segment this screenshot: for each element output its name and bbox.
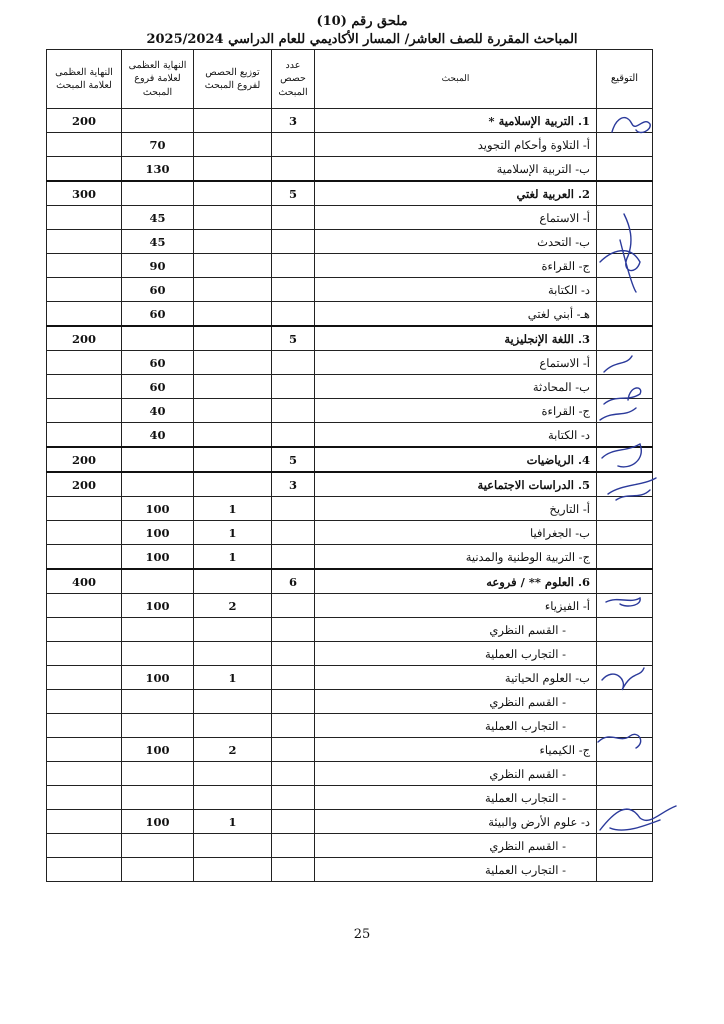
signature-cell bbox=[597, 545, 653, 570]
periods-cell bbox=[272, 423, 315, 448]
branch-max-cell: 60 bbox=[122, 278, 194, 302]
periods-cell bbox=[272, 834, 315, 858]
signature-cell bbox=[597, 738, 653, 762]
subject-max-cell: 200 bbox=[47, 447, 122, 472]
subject-max-cell bbox=[47, 690, 122, 714]
signature-cell bbox=[597, 302, 653, 327]
distribution-cell bbox=[194, 786, 272, 810]
header-signature: التوقيع bbox=[597, 50, 653, 109]
distribution-cell bbox=[194, 157, 272, 182]
signature-cell bbox=[597, 399, 653, 423]
signature-cell bbox=[597, 206, 653, 230]
signature-cell bbox=[597, 858, 653, 882]
subject-max-cell bbox=[47, 521, 122, 545]
branch-max-cell: 40 bbox=[122, 399, 194, 423]
subject-cell: أ- الفيزياء bbox=[315, 594, 597, 618]
branch-max-cell: 90 bbox=[122, 254, 194, 278]
branch-max-cell: 45 bbox=[122, 206, 194, 230]
table-body bbox=[47, 109, 653, 882]
periods-cell bbox=[272, 399, 315, 423]
branch-row bbox=[47, 521, 653, 545]
header-subject-max: النهاية العظمى لعلامة المبحث bbox=[47, 50, 122, 109]
distribution-cell bbox=[194, 618, 272, 642]
distribution-cell bbox=[194, 858, 272, 882]
subject-max-cell bbox=[47, 157, 122, 182]
branch-row bbox=[47, 375, 653, 399]
subject-max-cell: 400 bbox=[47, 569, 122, 594]
branch-max-cell: 100 bbox=[122, 521, 194, 545]
signature-cell bbox=[597, 230, 653, 254]
subject-max-cell bbox=[47, 302, 122, 327]
periods-cell bbox=[272, 157, 315, 182]
branch-row bbox=[47, 497, 653, 521]
branch-row bbox=[47, 714, 653, 738]
distribution-cell bbox=[194, 399, 272, 423]
periods-cell: 5 bbox=[272, 447, 315, 472]
branch-max-cell: 130 bbox=[122, 157, 194, 182]
signature-cell bbox=[597, 810, 653, 834]
distribution-cell: 2 bbox=[194, 594, 272, 618]
distribution-cell bbox=[194, 254, 272, 278]
subject-max-cell bbox=[47, 545, 122, 570]
subject-max-cell bbox=[47, 423, 122, 448]
periods-cell: 5 bbox=[272, 181, 315, 206]
header-periods: عدد حصص المبحث bbox=[272, 50, 315, 109]
periods-cell bbox=[272, 497, 315, 521]
branch-max-cell bbox=[122, 618, 194, 642]
periods-cell bbox=[272, 666, 315, 690]
branch-max-cell: 100 bbox=[122, 497, 194, 521]
branch-max-cell bbox=[122, 762, 194, 786]
branch-row bbox=[47, 399, 653, 423]
distribution-cell bbox=[194, 351, 272, 375]
subject-cell: 6. العلوم ** / فروعه bbox=[315, 569, 597, 594]
subject-cell: 2. العربية لغتي bbox=[315, 181, 597, 206]
signature-cell bbox=[597, 472, 653, 497]
periods-cell bbox=[272, 810, 315, 834]
distribution-cell bbox=[194, 714, 272, 738]
periods-cell bbox=[272, 230, 315, 254]
branch-row bbox=[47, 545, 653, 570]
page-number: 25 bbox=[353, 927, 371, 942]
distribution-cell bbox=[194, 642, 272, 666]
signature-cell bbox=[597, 618, 653, 642]
periods-cell bbox=[272, 278, 315, 302]
distribution-cell: 1 bbox=[194, 497, 272, 521]
subject-cell: - التجارب العملية bbox=[315, 786, 597, 810]
subject-max-cell bbox=[47, 351, 122, 375]
subject-max-cell bbox=[47, 642, 122, 666]
branch-max-cell: 100 bbox=[122, 545, 194, 570]
subject-max-cell bbox=[47, 762, 122, 786]
subject-cell: 4. الرياضيات bbox=[315, 447, 597, 472]
branch-max-cell: 100 bbox=[122, 810, 194, 834]
subject-cell: 5. الدراسات الاجتماعية bbox=[315, 472, 597, 497]
subject-cell: أ- التلاوة وأحكام التجويد bbox=[315, 133, 597, 157]
subject-cell: - التجارب العملية bbox=[315, 858, 597, 882]
periods-cell bbox=[272, 690, 315, 714]
periods-cell bbox=[272, 762, 315, 786]
periods-cell bbox=[272, 714, 315, 738]
subject-max-cell bbox=[47, 594, 122, 618]
periods-cell: 5 bbox=[272, 326, 315, 351]
signature-cell bbox=[597, 642, 653, 666]
subject-max-cell bbox=[47, 254, 122, 278]
signature-cell bbox=[597, 326, 653, 351]
signature-cell bbox=[597, 109, 653, 133]
subject-cell: أ- الاستماع bbox=[315, 206, 597, 230]
branch-max-cell bbox=[122, 109, 194, 133]
branch-row bbox=[47, 834, 653, 858]
subject-row bbox=[47, 181, 653, 206]
branch-row bbox=[47, 423, 653, 448]
branch-row bbox=[47, 157, 653, 182]
branch-max-cell bbox=[122, 714, 194, 738]
branch-row bbox=[47, 810, 653, 834]
signature-cell bbox=[597, 666, 653, 690]
branch-row bbox=[47, 351, 653, 375]
subject-cell: ب- التربية الإسلامية bbox=[315, 157, 597, 182]
subject-max-cell bbox=[47, 738, 122, 762]
branch-row bbox=[47, 738, 653, 762]
distribution-cell: 1 bbox=[194, 810, 272, 834]
periods-cell bbox=[272, 786, 315, 810]
signature-cell bbox=[597, 133, 653, 157]
branch-max-cell: 60 bbox=[122, 351, 194, 375]
periods-cell bbox=[272, 858, 315, 882]
subject-max-cell bbox=[47, 714, 122, 738]
periods-cell bbox=[272, 206, 315, 230]
branch-max-cell: 100 bbox=[122, 666, 194, 690]
subject-cell: أ- التاريخ bbox=[315, 497, 597, 521]
signature-cell bbox=[597, 834, 653, 858]
branch-max-cell bbox=[122, 472, 194, 497]
signature-cell bbox=[597, 423, 653, 448]
subject-cell: - القسم النظري bbox=[315, 762, 597, 786]
signature-cell bbox=[597, 497, 653, 521]
signature-cell bbox=[597, 254, 653, 278]
subject-max-cell bbox=[47, 810, 122, 834]
branch-max-cell bbox=[122, 834, 194, 858]
distribution-cell bbox=[194, 569, 272, 594]
table-header-row bbox=[47, 50, 653, 109]
signature-cell bbox=[597, 447, 653, 472]
document-subtitle: المباحث المقررة للصف العاشر/ المسار الأكاديمي للعام الدراسي 2025/2024 bbox=[146, 32, 578, 47]
subject-cell: 1. التربية الإسلامية * bbox=[315, 109, 597, 133]
annex-title: ملحق رقم (10) bbox=[316, 14, 408, 29]
periods-cell bbox=[272, 133, 315, 157]
subject-max-cell bbox=[47, 206, 122, 230]
distribution-cell bbox=[194, 375, 272, 399]
header-branch-max: النهاية العظمى لعلامة فروع المبحث bbox=[122, 50, 194, 109]
distribution-cell bbox=[194, 109, 272, 133]
distribution-cell: 1 bbox=[194, 521, 272, 545]
periods-cell: 6 bbox=[272, 569, 315, 594]
branch-max-cell bbox=[122, 690, 194, 714]
branch-row bbox=[47, 666, 653, 690]
periods-cell bbox=[272, 351, 315, 375]
subject-max-cell: 200 bbox=[47, 326, 122, 351]
subject-max-cell bbox=[47, 399, 122, 423]
subjects-table bbox=[46, 49, 653, 882]
distribution-cell bbox=[194, 423, 272, 448]
subject-row bbox=[47, 447, 653, 472]
subject-max-cell bbox=[47, 858, 122, 882]
subject-max-cell bbox=[47, 497, 122, 521]
subject-row bbox=[47, 326, 653, 351]
distribution-cell bbox=[194, 326, 272, 351]
signature-cell bbox=[597, 278, 653, 302]
header-distribution: توزيع الحصص لفروع المبحث bbox=[194, 50, 272, 109]
signature-cell bbox=[597, 181, 653, 206]
subject-cell: ب- الجغرافيا bbox=[315, 521, 597, 545]
subject-row bbox=[47, 569, 653, 594]
periods-cell bbox=[272, 594, 315, 618]
subject-cell: ج- القراءة bbox=[315, 254, 597, 278]
periods-cell bbox=[272, 545, 315, 570]
periods-cell bbox=[272, 302, 315, 327]
distribution-cell bbox=[194, 302, 272, 327]
subject-cell: ج- التربية الوطنية والمدنية bbox=[315, 545, 597, 570]
branch-row bbox=[47, 762, 653, 786]
branch-row bbox=[47, 786, 653, 810]
branch-row bbox=[47, 254, 653, 278]
distribution-cell: 2 bbox=[194, 738, 272, 762]
branch-row bbox=[47, 278, 653, 302]
signature-cell bbox=[597, 569, 653, 594]
periods-cell bbox=[272, 521, 315, 545]
branch-max-cell: 100 bbox=[122, 594, 194, 618]
subject-cell: هـ- أبني لغتي bbox=[315, 302, 597, 327]
branch-max-cell bbox=[122, 569, 194, 594]
branch-max-cell bbox=[122, 786, 194, 810]
distribution-cell bbox=[194, 762, 272, 786]
distribution-cell bbox=[194, 206, 272, 230]
branch-max-cell: 60 bbox=[122, 375, 194, 399]
signature-cell bbox=[597, 594, 653, 618]
branch-row bbox=[47, 133, 653, 157]
periods-cell: 3 bbox=[272, 109, 315, 133]
subject-row bbox=[47, 109, 653, 133]
subject-cell: ج- القراءة bbox=[315, 399, 597, 423]
subject-cell: د- علوم الأرض والبيئة bbox=[315, 810, 597, 834]
subject-max-cell bbox=[47, 834, 122, 858]
header-subject: المبحث bbox=[315, 50, 597, 109]
subject-cell: أ- الاستماع bbox=[315, 351, 597, 375]
branch-row bbox=[47, 206, 653, 230]
subject-cell: ج- الكيمياء bbox=[315, 738, 597, 762]
subject-max-cell bbox=[47, 618, 122, 642]
subject-cell: ب- المحادثة bbox=[315, 375, 597, 399]
branch-max-cell: 40 bbox=[122, 423, 194, 448]
periods-cell bbox=[272, 618, 315, 642]
subject-max-cell bbox=[47, 375, 122, 399]
subject-max-cell bbox=[47, 786, 122, 810]
periods-cell bbox=[272, 738, 315, 762]
subject-cell: - التجارب العملية bbox=[315, 642, 597, 666]
branch-max-cell: 70 bbox=[122, 133, 194, 157]
signature-cell bbox=[597, 762, 653, 786]
subject-max-cell bbox=[47, 133, 122, 157]
branch-max-cell: 100 bbox=[122, 738, 194, 762]
branch-max-cell: 45 bbox=[122, 230, 194, 254]
subject-max-cell: 200 bbox=[47, 109, 122, 133]
distribution-cell: 1 bbox=[194, 545, 272, 570]
periods-cell bbox=[272, 375, 315, 399]
branch-row bbox=[47, 230, 653, 254]
distribution-cell bbox=[194, 230, 272, 254]
subject-max-cell: 300 bbox=[47, 181, 122, 206]
branch-max-cell: 60 bbox=[122, 302, 194, 327]
branch-max-cell bbox=[122, 326, 194, 351]
subject-cell: ب- التحدث bbox=[315, 230, 597, 254]
branch-max-cell bbox=[122, 642, 194, 666]
branch-row bbox=[47, 642, 653, 666]
distribution-cell bbox=[194, 447, 272, 472]
distribution-cell bbox=[194, 133, 272, 157]
branch-max-cell bbox=[122, 858, 194, 882]
periods-cell bbox=[272, 642, 315, 666]
branch-row bbox=[47, 690, 653, 714]
periods-cell: 3 bbox=[272, 472, 315, 497]
distribution-cell bbox=[194, 278, 272, 302]
subject-cell: 3. اللغة الإنجليزية bbox=[315, 326, 597, 351]
signature-cell bbox=[597, 521, 653, 545]
branch-row bbox=[47, 858, 653, 882]
subject-cell: د- الكتابة bbox=[315, 423, 597, 448]
subject-cell: - القسم النظري bbox=[315, 834, 597, 858]
periods-cell bbox=[272, 254, 315, 278]
signature-cell bbox=[597, 375, 653, 399]
branch-max-cell bbox=[122, 447, 194, 472]
subject-max-cell: 200 bbox=[47, 472, 122, 497]
subject-max-cell bbox=[47, 666, 122, 690]
subject-cell: - القسم النظري bbox=[315, 618, 597, 642]
signature-cell bbox=[597, 157, 653, 182]
branch-row bbox=[47, 302, 653, 327]
branch-row bbox=[47, 618, 653, 642]
subject-cell: ب- العلوم الحياتية bbox=[315, 666, 597, 690]
subject-max-cell bbox=[47, 230, 122, 254]
distribution-cell bbox=[194, 834, 272, 858]
distribution-cell bbox=[194, 472, 272, 497]
branch-max-cell bbox=[122, 181, 194, 206]
signature-cell bbox=[597, 786, 653, 810]
distribution-cell bbox=[194, 690, 272, 714]
subject-max-cell bbox=[47, 278, 122, 302]
subject-row bbox=[47, 472, 653, 497]
signature-cell bbox=[597, 714, 653, 738]
signature-cell bbox=[597, 351, 653, 375]
distribution-cell bbox=[194, 181, 272, 206]
subject-cell: - القسم النظري bbox=[315, 690, 597, 714]
subject-cell: د- الكتابة bbox=[315, 278, 597, 302]
subject-cell: - التجارب العملية bbox=[315, 714, 597, 738]
signature-cell bbox=[597, 690, 653, 714]
branch-row bbox=[47, 594, 653, 618]
distribution-cell: 1 bbox=[194, 666, 272, 690]
